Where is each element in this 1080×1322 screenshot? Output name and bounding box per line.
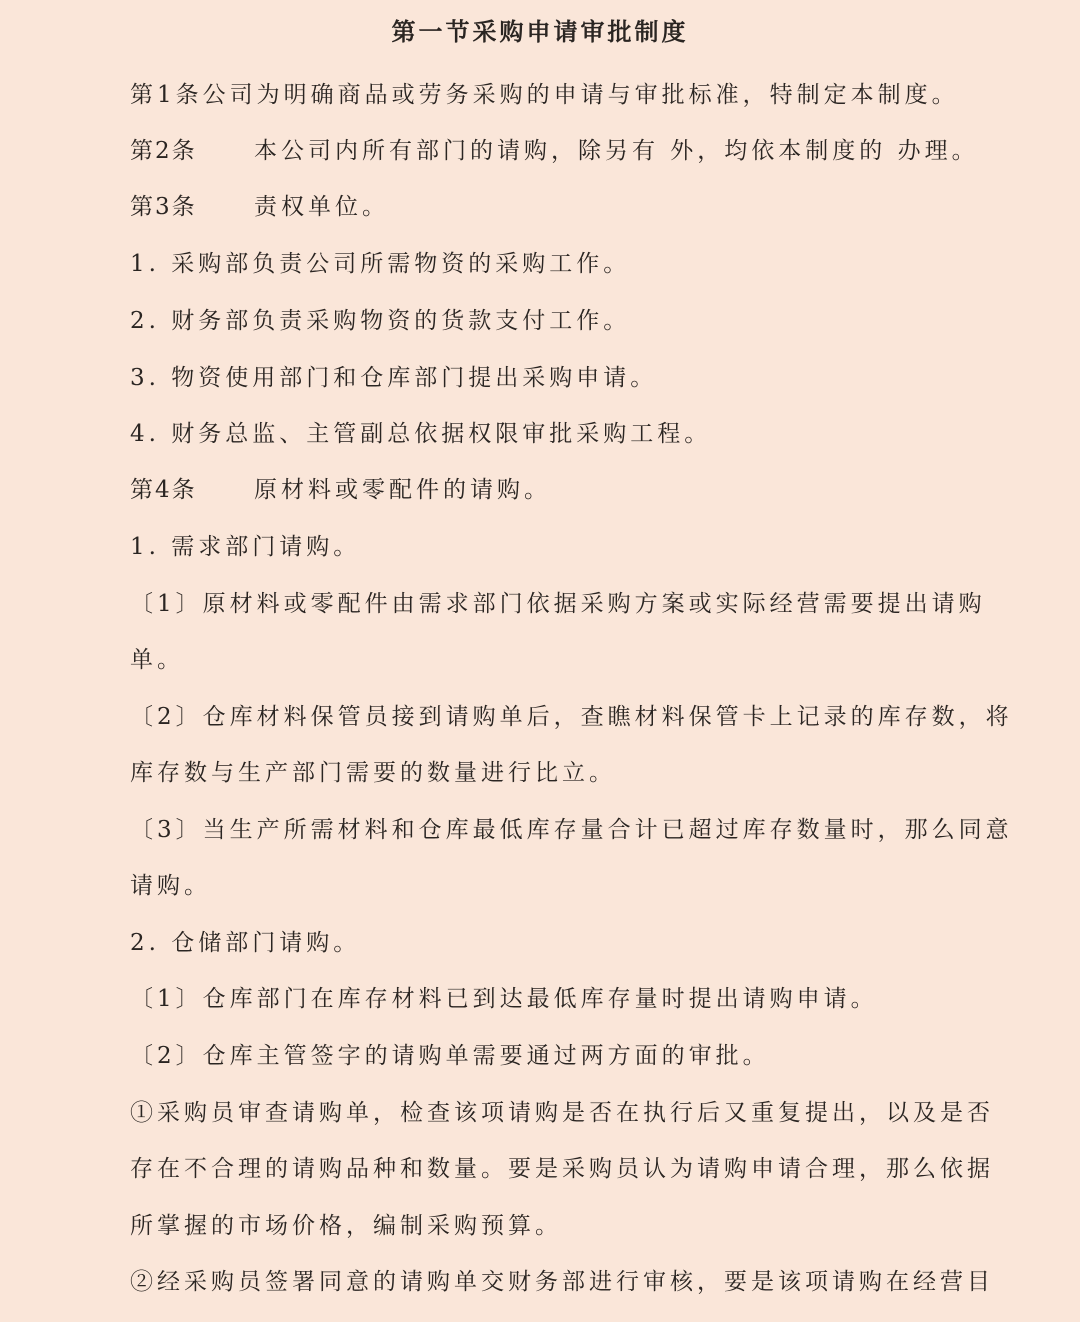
text-line: 1. 需求部门请购。 xyxy=(130,534,361,560)
text-line: ①采购员审查请购单，检查该项请购是否在执行后又重复提出，以及是否 xyxy=(130,1100,994,1126)
article-2-number: 第2条 xyxy=(130,138,197,164)
article-1: 第1条公司为明确商品或劳务采购的申请与审批标准，特制定本制度。 xyxy=(130,82,959,108)
article-2-text: 本公司内所有部门的请购，除另有 外，均依本制度的 办理。 xyxy=(254,138,979,164)
article-3-item: 1. 采购部负责公司所需物资的采购工作。 xyxy=(130,251,631,277)
text-line: ②经采购员签署同意的请购单交财务部进行审核，要是该项请购在经营目 xyxy=(130,1269,994,1295)
article-4-text: 原材料或零配件的请购。 xyxy=(254,477,551,503)
text-line: 存在不合理的请购品种和数量。要是采购员认为请购申请合理，那么依据 xyxy=(130,1156,994,1182)
document-title: 第一节采购申请审批制度 xyxy=(391,17,689,46)
text-line: 〔3〕当生产所需材料和仓库最低库存量合计已超过库存数量时，那么同意 xyxy=(130,817,1013,843)
text-line: 〔1〕仓库部门在库存材料已到达最低库存量时提出请购申请。 xyxy=(130,986,878,1012)
article-4 xyxy=(130,470,551,510)
article-3 xyxy=(130,187,389,227)
text-line: 库存数与生产部门需要的数量进行比立。 xyxy=(130,760,616,786)
text-line: 〔2〕仓库主管签字的请购单需要通过两方面的审批。 xyxy=(130,1043,770,1069)
text-line: 请购。 xyxy=(130,873,211,899)
article-3-item: 4. 财务总监、主管副总依据权限审批采购工程。 xyxy=(130,421,712,447)
article-3-item: 3. 物资使用部门和仓库部门提出采购申请。 xyxy=(130,365,658,391)
text-line: 2. 仓储部门请购。 xyxy=(130,930,361,956)
text-line: 单。 xyxy=(130,647,184,673)
article-2 xyxy=(130,131,979,171)
text-line: 〔2〕仓库材料保管员接到请购单后，查瞧材料保管卡上记录的库存数，将 xyxy=(130,704,1013,730)
article-3-item: 2. 财务部负责采购物资的货款支付工作。 xyxy=(130,308,631,334)
article-3-text: 责权单位。 xyxy=(254,194,389,220)
text-line: 〔1〕原材料或零配件由需求部门依据采购方案或实际经营需要提出请购 xyxy=(130,591,986,617)
article-3-number: 第3条 xyxy=(130,194,197,220)
text-line: 所掌握的市场价格，编制采购预算。 xyxy=(130,1213,562,1239)
article-4-number: 第4条 xyxy=(130,477,197,503)
